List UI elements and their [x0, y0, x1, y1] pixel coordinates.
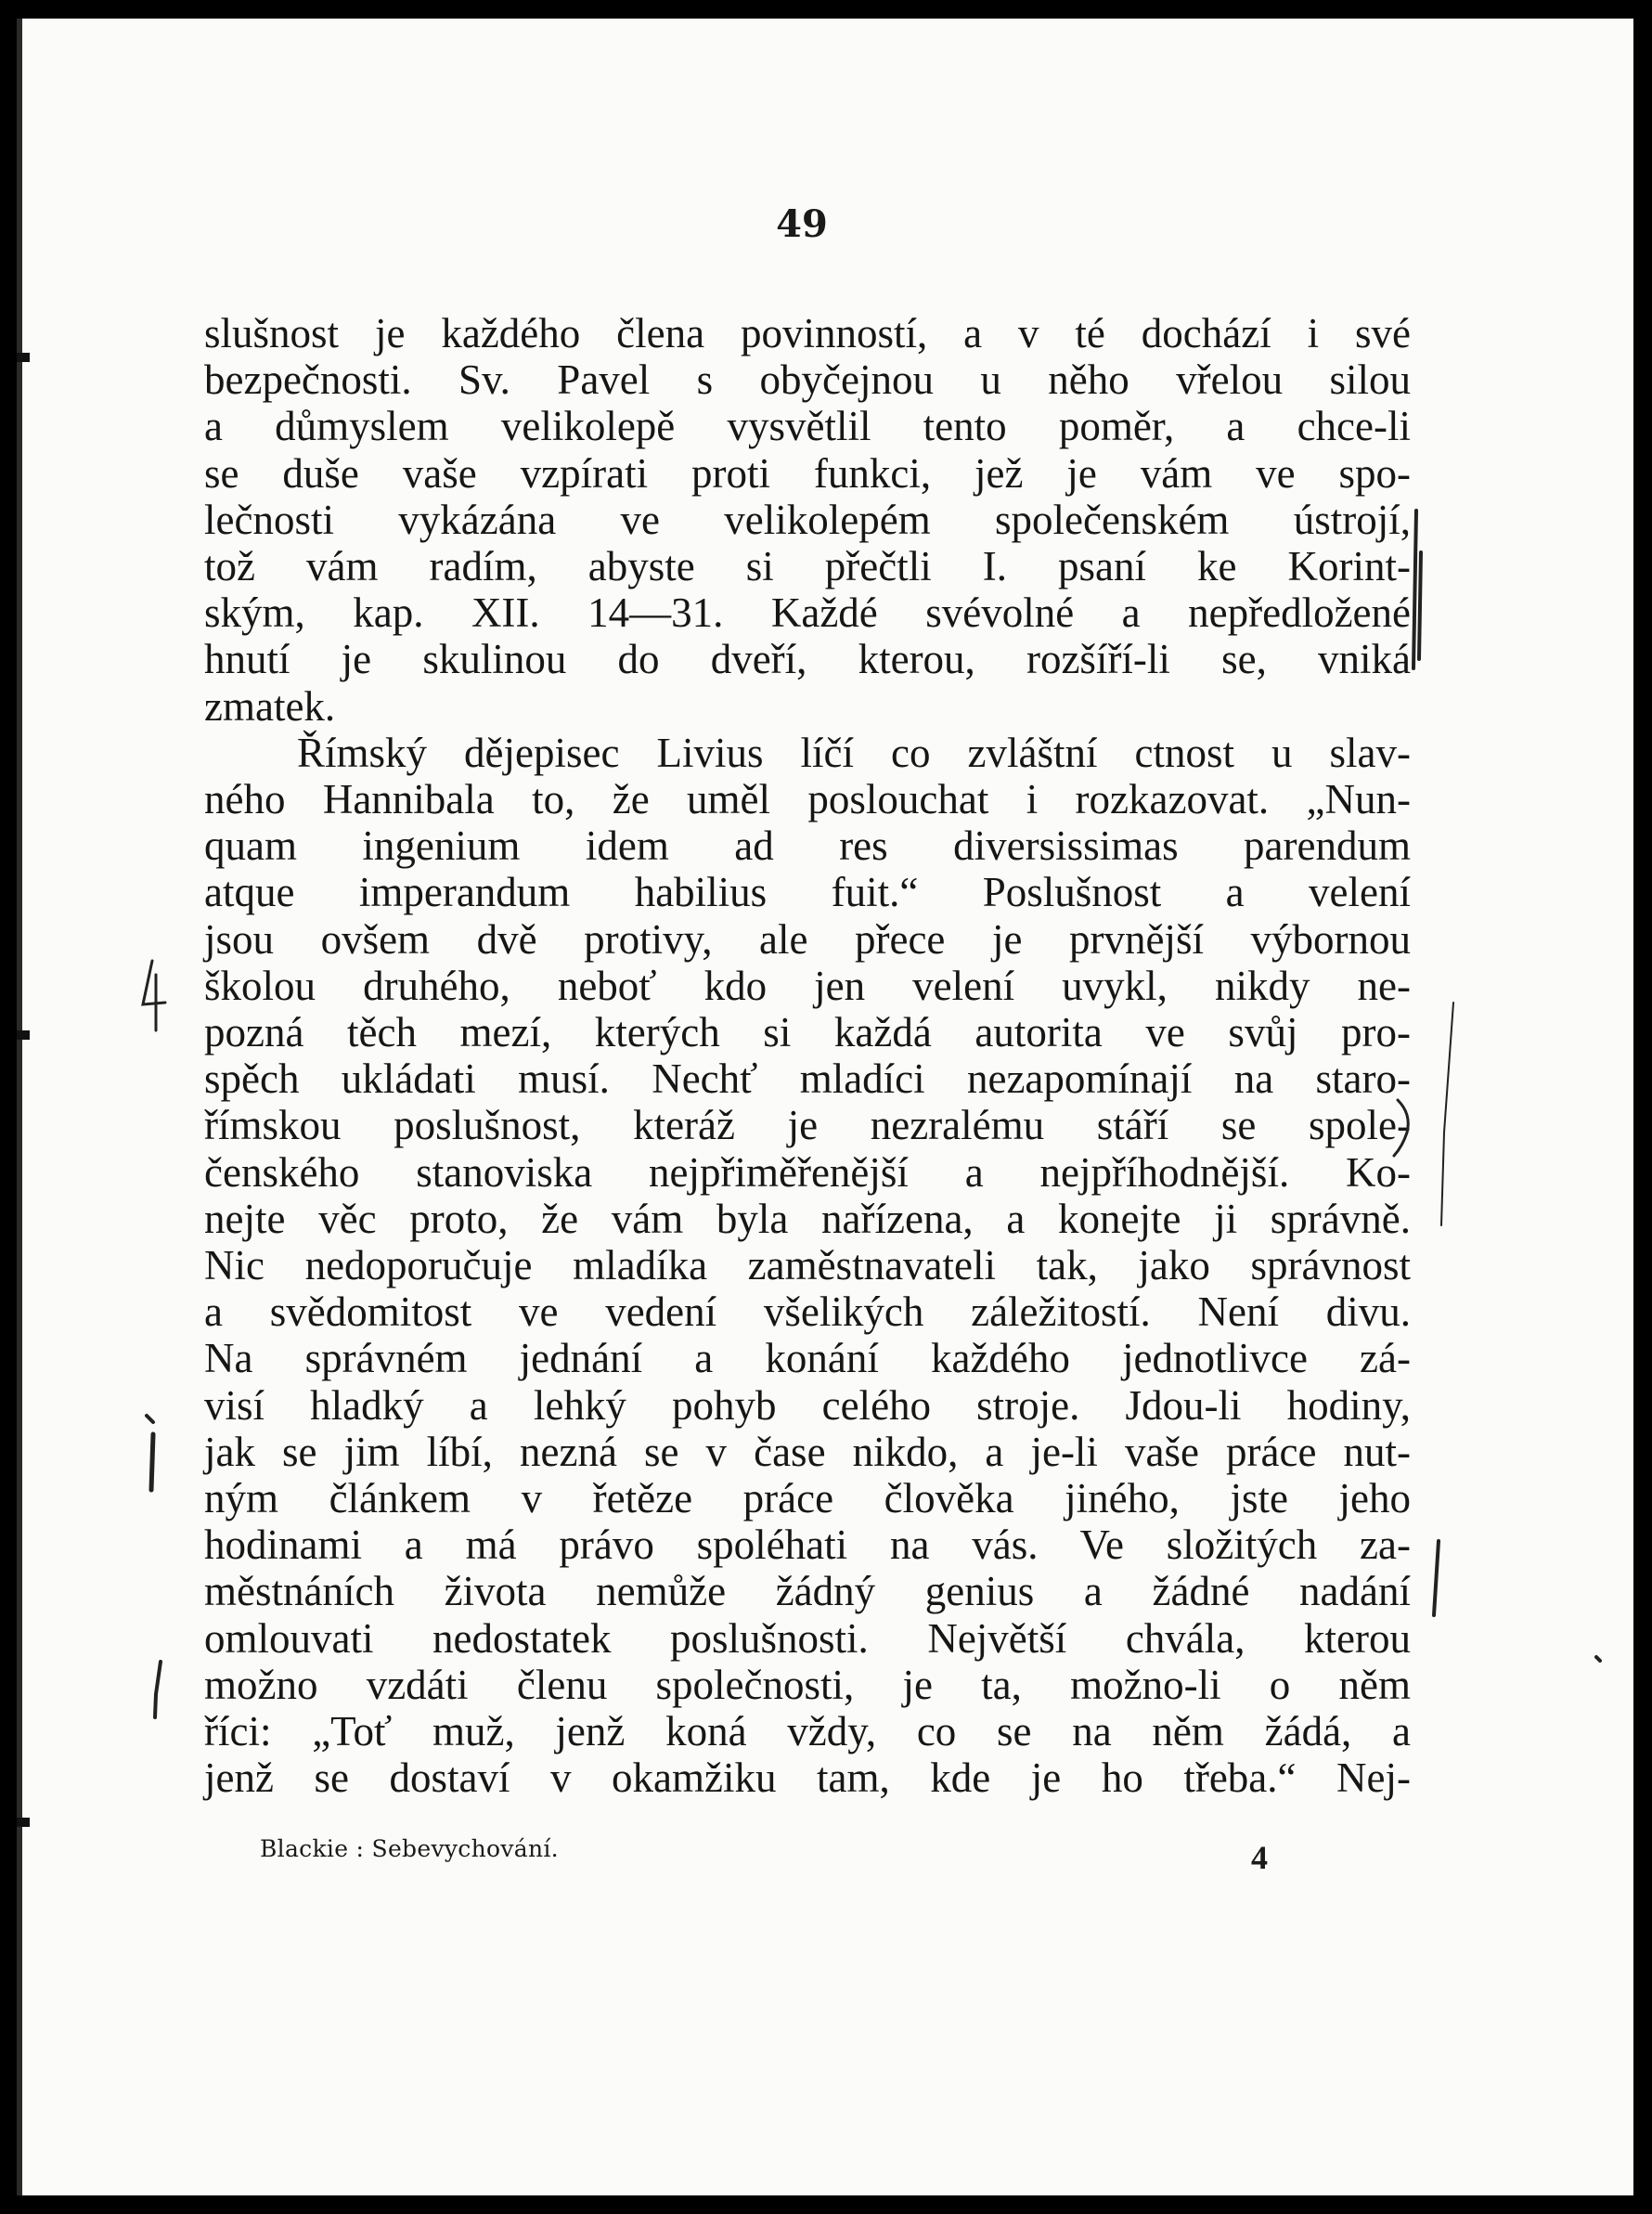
pencil-mark-right-1 [1413, 511, 1416, 668]
body-text [204, 310, 1411, 1802]
pencil-mark-left-1 [143, 961, 165, 1004]
text-line: hodinami a má právo spoléhati na vás. Ve složitých za- [204, 1521, 1411, 1569]
text-line: atque imperandum habilius fuit.“ Poslušnost a velení [204, 869, 1411, 916]
text-line: školou druhého, neboť kdo jen velení uvykl, nikdy ne- [204, 962, 1411, 1009]
text-line: možno vzdáti členu společnosti, je ta, možno-li o něm [204, 1661, 1411, 1708]
text-line: jak se jim líbí, nezná se v čase nikdo, a je-li vaše práce nut- [204, 1428, 1411, 1475]
text-line: quam ingenium idem ad res diversissimas parendum [204, 822, 1411, 870]
text-line: Na správném jednání a konání každého jednotlivce zá- [204, 1335, 1411, 1382]
pencil-mark-right-6 [1596, 1657, 1600, 1661]
text-line: slušnost je každého člena povinností, a v té dochází i své [204, 310, 1411, 356]
text-line: čenského stanoviska nejpřiměřenější a nejpříhodnější. Ko- [204, 1148, 1411, 1196]
text-line: zmatek. [204, 682, 336, 730]
text-line: římskou poslušnost, kteráž je nezralému stáří se spole- [204, 1102, 1411, 1149]
text-line: jsou ovšem dvě protivy, ale přece je prvnější výbornou [204, 915, 1411, 963]
text-line: ským, kap. XII. 14—31. Každé svévolné a nepředložené [204, 589, 1411, 637]
pencil-mark-right-5 [1434, 1541, 1439, 1615]
text-line: spěch ukládati musí. Nechť mladíci nezapomínají na staro- [204, 1055, 1411, 1103]
text-line: jenž se dostaví v okamžiku tam, kde je ho třeba.“ Nej- [204, 1754, 1411, 1802]
text-line: omlouvati nedostatek poslušnosti. Největší chvála, kterou [204, 1614, 1411, 1662]
page-edge-shadow [17, 19, 22, 2195]
text-line: městnáních života nemůže žádný genius a žádné nadání [204, 1568, 1411, 1615]
text-line: a svědomitost ve vedení všelikých záležitostí. Není divu. [204, 1288, 1411, 1336]
pencil-mark-right-2 [1419, 552, 1421, 659]
text-line: ného Hannibala to, že uměl poslouchat i rozkazovat. „Nun- [204, 776, 1411, 823]
text-line: hnutí je skulinou do dveří, kterou, rozšíří-li se, vniká [204, 636, 1411, 683]
text-line: říci: „Toť muž, jenž koná vždy, co se na něm žádá, a [204, 1708, 1411, 1755]
text-line: Nic nedoporučuje mladíka zaměstnavateli tak, jako správnost [204, 1242, 1411, 1289]
text-line: pozná těch mezí, kterých si každá autorita ve svůj pro- [204, 1009, 1411, 1056]
pencil-mark-left-3 [151, 1434, 153, 1490]
text-line: lečnosti vykázána ve velikolepém společenském ústrojí, [204, 496, 1411, 543]
pencil-mark-right-4 [1441, 1003, 1453, 1225]
pencil-mark-left-4 [155, 1662, 161, 1717]
text-line: a důmyslem velikolepě vysvětlil tento poměr, a chce-li [204, 403, 1411, 450]
text-line: visí hladký a lehký pohyb celého stroje. Jdou-li hodiny, [204, 1381, 1411, 1429]
text-line: ným článkem v řetěze práce člověka jiného, jste jeho [204, 1475, 1411, 1522]
text-line: Římský dějepisec Livius líčí co zvláštní ctnost u slav- [297, 729, 1411, 776]
book-page [17, 19, 1633, 2195]
footer-sheet-number: 4 [1251, 1839, 1268, 1876]
text-line: nejte věc proto, že vám byla nařízena, a konejte ji správně. [204, 1195, 1411, 1242]
page-number: 49 [776, 202, 828, 246]
footer-signature: Blackie : Sebevychování. [260, 1835, 559, 1862]
text-line: bezpečnosti. Sv. Pavel s obyčejnou u něho vřelou silou [204, 356, 1411, 404]
pencil-mark-left-2 [147, 1416, 153, 1422]
text-line: tož vám radím, abyste si přečtli I. psaní ke Korint- [204, 543, 1411, 590]
text-line: se duše vaše vzpírati proti funkci, jež je vám ve spo- [204, 449, 1411, 497]
